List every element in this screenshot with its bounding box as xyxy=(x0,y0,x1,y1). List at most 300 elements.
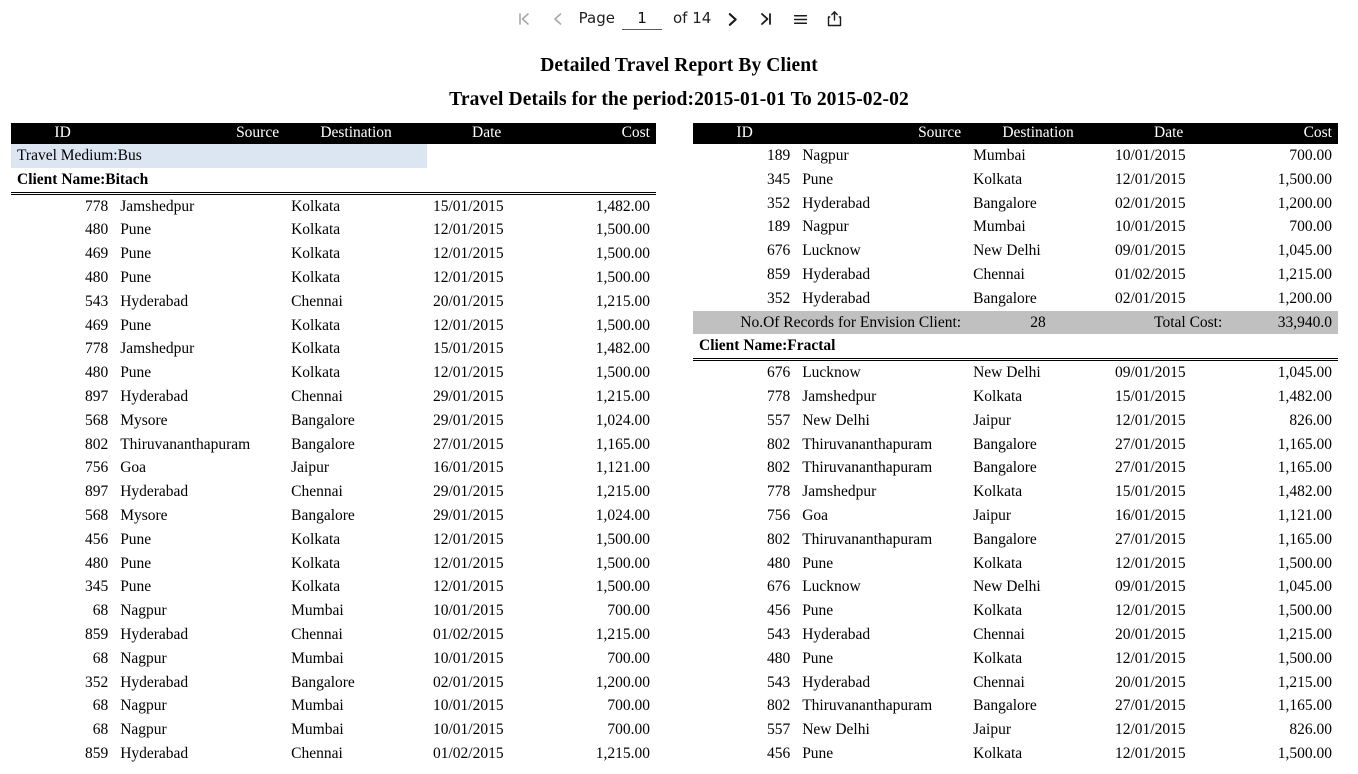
cell-destination: Kolkata xyxy=(973,744,1023,762)
cell-source: New Delhi xyxy=(802,721,870,739)
cell-id: 352 xyxy=(766,289,791,307)
table-header-row xyxy=(11,123,656,144)
cell-cost: 700.00 xyxy=(607,649,650,667)
cell-source: Hyderabad xyxy=(802,194,871,212)
table-row xyxy=(693,263,1338,287)
cell-cost: 1,215.00 xyxy=(595,292,650,310)
table-row xyxy=(693,647,1338,671)
column-header-destination: Destination xyxy=(967,123,1109,144)
cell-destination: Chennai xyxy=(291,625,343,643)
cell-source: Thiruvananthapuram xyxy=(802,459,933,477)
cell-id: 802 xyxy=(766,697,791,715)
cell-destination: Kolkata xyxy=(973,483,1023,501)
cell-date: 01/02/2015 xyxy=(433,744,504,762)
cell-destination: Kolkata xyxy=(973,602,1023,620)
cell-destination: Kolkata xyxy=(291,364,341,382)
cell-id: 568 xyxy=(84,411,109,429)
client-summary-row xyxy=(693,311,1338,335)
cell-cost: 1,024.00 xyxy=(595,411,650,429)
cell-destination: Kolkata xyxy=(973,649,1023,667)
cell-source: Hyderabad xyxy=(120,292,189,310)
table-row xyxy=(11,552,656,576)
cell-cost: 1,200.00 xyxy=(1277,194,1332,212)
page-count-label: of 14 xyxy=(673,8,712,27)
cell-destination: New Delhi xyxy=(973,242,1041,260)
cell-cost: 1,215.00 xyxy=(595,744,650,762)
banner-spacer xyxy=(427,144,546,168)
cell-id: 557 xyxy=(766,721,791,739)
cell-destination: Mumbai xyxy=(973,218,1026,236)
cell-cost: 700.00 xyxy=(1289,147,1332,164)
column-header-id: ID xyxy=(693,123,796,144)
cell-source: Pune xyxy=(120,364,152,382)
cell-destination: New Delhi xyxy=(973,578,1041,596)
cell-date: 12/01/2015 xyxy=(1115,170,1186,188)
cell-id: 543 xyxy=(84,292,109,310)
cell-destination: Chennai xyxy=(291,387,343,405)
cell-destination: Kolkata xyxy=(291,340,341,358)
first-page-icon xyxy=(516,11,532,27)
cell-source: Jamshedpur xyxy=(802,387,877,405)
first-page-button[interactable] xyxy=(507,4,541,34)
cell-destination: Bangalore xyxy=(973,530,1037,548)
cell-source: Hyderabad xyxy=(802,625,871,643)
cell-date: 29/01/2015 xyxy=(433,483,504,501)
report-subtitle: Travel Details for the period:2015-01-01 To 2015-02-02 xyxy=(449,89,909,110)
cell-date: 16/01/2015 xyxy=(1115,506,1186,524)
cell-cost: 1,045.00 xyxy=(1277,242,1332,260)
cell-source: Hyderabad xyxy=(120,673,189,691)
travel-table-left-body xyxy=(11,144,656,193)
column-header-destination: Destination xyxy=(285,123,427,144)
previous-page-button[interactable] xyxy=(541,4,575,34)
cell-cost: 1,024.00 xyxy=(595,506,650,524)
cell-cost: 1,500.00 xyxy=(595,268,650,286)
table-row xyxy=(11,504,656,528)
cell-date: 15/01/2015 xyxy=(1115,483,1186,501)
table-row xyxy=(11,361,656,385)
travel-medium-banner-row xyxy=(11,144,656,168)
cell-cost: 1,215.00 xyxy=(1277,673,1332,691)
cell-date: 10/01/2015 xyxy=(433,721,504,739)
table-row xyxy=(693,504,1338,528)
cell-cost: 1,045.00 xyxy=(1277,578,1332,596)
table-row xyxy=(11,409,656,433)
cell-destination: Kolkata xyxy=(291,530,341,548)
cell-destination: Kolkata xyxy=(291,268,341,286)
cell-id: 897 xyxy=(84,387,109,405)
cell-destination: Chennai xyxy=(291,292,343,310)
cell-destination: Bangalore xyxy=(973,697,1037,715)
cell-destination: Mumbai xyxy=(291,649,344,667)
cell-id: 859 xyxy=(766,265,791,283)
table-header-row xyxy=(693,123,1338,144)
column-header-source: Source xyxy=(114,123,285,144)
table-row xyxy=(11,314,656,338)
cell-cost: 1,165.00 xyxy=(595,435,650,453)
cell-id: 480 xyxy=(84,221,109,239)
cell-source: Mysore xyxy=(120,506,168,524)
cell-source: Pune xyxy=(120,221,152,239)
report-column-right xyxy=(693,123,1338,766)
cell-date: 09/01/2015 xyxy=(1115,364,1186,382)
cell-cost: 1,165.00 xyxy=(1277,435,1332,453)
cell-date: 12/01/2015 xyxy=(1115,721,1186,739)
cell-date: 12/01/2015 xyxy=(433,578,504,596)
cell-source: Lucknow xyxy=(802,578,861,596)
cell-cost: 1,500.00 xyxy=(1277,170,1332,188)
cell-cost: 826.00 xyxy=(1289,411,1332,429)
cell-id: 68 xyxy=(92,697,109,715)
cell-cost: 700.00 xyxy=(607,721,650,739)
cell-cost: 1,215.00 xyxy=(595,483,650,501)
cell-destination: Jaipur xyxy=(973,506,1011,524)
cell-id: 352 xyxy=(766,194,791,212)
cell-date: 29/01/2015 xyxy=(433,506,504,524)
report-body xyxy=(0,123,1358,766)
export-share-icon xyxy=(826,10,843,28)
cell-source: Lucknow xyxy=(802,364,861,382)
cell-destination: Kolkata xyxy=(291,197,341,215)
cell-id: 480 xyxy=(84,364,109,382)
cell-date: 16/01/2015 xyxy=(433,459,504,477)
cell-date: 27/01/2015 xyxy=(1115,697,1186,715)
cell-cost: 826.00 xyxy=(1289,721,1332,739)
table-row xyxy=(693,168,1338,192)
cell-source: Pune xyxy=(802,649,834,667)
cell-source: Pune xyxy=(120,268,152,286)
table-row xyxy=(11,575,656,599)
table-row xyxy=(693,287,1338,311)
cell-cost: 1,500.00 xyxy=(1277,744,1332,762)
cell-date: 27/01/2015 xyxy=(1115,530,1186,548)
table-row xyxy=(693,144,1338,168)
cell-cost: 1,200.00 xyxy=(595,673,650,691)
cell-date: 02/01/2015 xyxy=(433,673,504,691)
cell-id: 345 xyxy=(84,578,109,596)
cell-id: 859 xyxy=(84,744,109,762)
table-row xyxy=(693,742,1338,766)
cell-date: 29/01/2015 xyxy=(433,411,504,429)
cell-source: Pune xyxy=(120,554,152,572)
table-row xyxy=(693,456,1338,480)
cell-cost: 1,500.00 xyxy=(595,364,650,382)
cell-cost: 1,121.00 xyxy=(1277,506,1332,524)
summary-total-cost-label: Total Cost: xyxy=(1109,311,1228,335)
cell-source: Thiruvananthapuram xyxy=(120,435,251,453)
cell-destination: Kolkata xyxy=(973,387,1023,405)
cell-source: Nagpur xyxy=(802,147,849,164)
table-row xyxy=(11,480,656,504)
cell-source: Thiruvananthapuram xyxy=(802,530,933,548)
cell-id: 778 xyxy=(766,483,791,501)
cell-cost: 1,500.00 xyxy=(595,530,650,548)
table-row xyxy=(11,242,656,266)
cell-id: 802 xyxy=(766,435,791,453)
cell-source: Pune xyxy=(120,530,152,548)
cell-cost: 1,215.00 xyxy=(595,387,650,405)
cell-destination: Kolkata xyxy=(291,245,341,263)
cell-source: Hyderabad xyxy=(802,289,871,307)
cell-destination: Bangalore xyxy=(291,673,355,691)
table-row xyxy=(11,290,656,314)
cell-date: 10/01/2015 xyxy=(1115,147,1186,164)
cell-cost: 1,500.00 xyxy=(595,245,650,263)
cell-id: 352 xyxy=(84,673,109,691)
cell-destination: Mumbai xyxy=(291,697,344,715)
cell-source: Pune xyxy=(802,170,834,188)
cell-date: 09/01/2015 xyxy=(1115,242,1186,260)
cell-source: Pune xyxy=(120,316,152,334)
cell-date: 12/01/2015 xyxy=(1115,411,1186,429)
cell-cost: 1,482.00 xyxy=(1277,387,1332,405)
cell-source: Hyderabad xyxy=(802,265,871,283)
cell-id: 469 xyxy=(84,245,109,263)
cell-source: Lucknow xyxy=(802,242,861,260)
cell-destination: Bangalore xyxy=(291,435,355,453)
table-row xyxy=(693,409,1338,433)
cell-source: Nagpur xyxy=(120,697,167,715)
cell-id: 480 xyxy=(84,268,109,286)
next-page-button[interactable] xyxy=(715,4,749,34)
cell-id: 897 xyxy=(84,483,109,501)
cell-date: 12/01/2015 xyxy=(1115,554,1186,572)
column-header-source: Source xyxy=(796,123,967,144)
cell-date: 12/01/2015 xyxy=(433,530,504,548)
cell-id: 756 xyxy=(84,459,109,477)
cell-source: Jamshedpur xyxy=(802,483,877,501)
cell-destination: Chennai xyxy=(973,673,1025,691)
client-name-label: Client Name:Fractal xyxy=(693,334,1338,359)
cell-date: 20/01/2015 xyxy=(1115,625,1186,643)
cell-date: 02/01/2015 xyxy=(1115,194,1186,212)
travel-rows-right-bottom xyxy=(693,360,1338,766)
cell-id: 778 xyxy=(84,197,109,215)
cell-source: Jamshedpur xyxy=(120,340,195,358)
last-page-button[interactable] xyxy=(749,4,783,34)
cell-date: 10/01/2015 xyxy=(433,602,504,620)
page-number-input[interactable] xyxy=(622,9,662,30)
cell-source: Pune xyxy=(802,554,834,572)
cell-destination: Mumbai xyxy=(291,721,344,739)
cell-id: 676 xyxy=(766,242,791,260)
travel-medium-label: Travel Medium:Bus xyxy=(11,144,427,168)
cell-source: Nagpur xyxy=(120,721,167,739)
cell-destination: Chennai xyxy=(973,265,1025,283)
table-row xyxy=(11,528,656,552)
table-row xyxy=(693,528,1338,552)
next-page-icon xyxy=(724,11,741,28)
cell-source: Hyderabad xyxy=(120,744,189,762)
cell-cost: 1,165.00 xyxy=(1277,459,1332,477)
cell-cost: 1,500.00 xyxy=(595,554,650,572)
cell-id: 557 xyxy=(766,411,791,429)
table-row xyxy=(11,671,656,695)
cell-date: 27/01/2015 xyxy=(1115,459,1186,477)
cell-cost: 1,482.00 xyxy=(1277,483,1332,501)
cell-destination: Kolkata xyxy=(291,316,341,334)
cell-date: 20/01/2015 xyxy=(1115,673,1186,691)
table-row xyxy=(11,266,656,290)
cell-cost: 1,215.00 xyxy=(595,625,650,643)
menu-button[interactable] xyxy=(783,4,817,34)
cell-id: 68 xyxy=(92,602,109,620)
table-row xyxy=(11,385,656,409)
table-row xyxy=(693,671,1338,695)
cell-destination: Chennai xyxy=(973,625,1025,643)
table-row xyxy=(693,552,1338,576)
table-row xyxy=(693,623,1338,647)
column-header-date: Date xyxy=(427,123,546,144)
table-row xyxy=(11,647,656,671)
export-button[interactable] xyxy=(817,4,851,34)
table-row xyxy=(693,575,1338,599)
travel-table-left xyxy=(11,123,656,766)
cell-destination: Kolkata xyxy=(291,221,341,239)
table-row xyxy=(693,599,1338,623)
cell-destination: Bangalore xyxy=(291,411,355,429)
cell-id: 568 xyxy=(84,506,109,524)
summary-records-label: No.Of Records for Envision Client: xyxy=(693,311,967,335)
cell-destination: Chennai xyxy=(291,744,343,762)
cell-date: 12/01/2015 xyxy=(433,221,504,239)
cell-destination: Jaipur xyxy=(973,411,1011,429)
cell-id: 480 xyxy=(84,554,109,572)
cell-date: 12/01/2015 xyxy=(1115,602,1186,620)
table-row xyxy=(11,599,656,623)
table-row xyxy=(693,385,1338,409)
cell-date: 09/01/2015 xyxy=(1115,578,1186,596)
cell-source: Thiruvananthapuram xyxy=(802,697,933,715)
table-row xyxy=(693,360,1338,385)
cell-source: Mysore xyxy=(120,411,168,429)
cell-destination: Jaipur xyxy=(291,459,329,477)
cell-destination: Bangalore xyxy=(973,194,1037,212)
cell-date: 02/01/2015 xyxy=(1115,289,1186,307)
cell-id: 189 xyxy=(766,147,791,164)
cell-source: Hyderabad xyxy=(120,483,189,501)
cell-id: 802 xyxy=(766,459,791,477)
cell-destination: Kolkata xyxy=(973,554,1023,572)
pdf-viewer-toolbar xyxy=(0,0,1358,38)
cell-source: Pune xyxy=(120,578,152,596)
cell-date: 15/01/2015 xyxy=(433,197,504,215)
table-row xyxy=(11,456,656,480)
cell-source: Pune xyxy=(120,245,152,263)
cell-id: 802 xyxy=(766,530,791,548)
cell-date: 12/01/2015 xyxy=(433,245,504,263)
column-header-id: ID xyxy=(11,123,114,144)
cell-id: 778 xyxy=(766,387,791,405)
cell-cost: 700.00 xyxy=(607,602,650,620)
cell-cost: 1,165.00 xyxy=(1277,530,1332,548)
table-row xyxy=(693,239,1338,263)
table-row xyxy=(11,742,656,766)
table-row xyxy=(11,623,656,647)
table-row xyxy=(11,193,656,218)
last-page-icon xyxy=(758,11,774,27)
cell-id: 859 xyxy=(84,625,109,643)
cell-source: New Delhi xyxy=(802,411,870,429)
cell-id: 802 xyxy=(84,435,109,453)
cell-source: Pune xyxy=(802,602,834,620)
cell-date: 15/01/2015 xyxy=(433,340,504,358)
cell-id: 756 xyxy=(766,506,791,524)
cell-cost: 1,500.00 xyxy=(1277,649,1332,667)
summary-records-count: 28 xyxy=(967,311,1109,335)
cell-date: 15/01/2015 xyxy=(1115,387,1186,405)
cell-destination: Kolkata xyxy=(973,170,1023,188)
cell-destination: Mumbai xyxy=(291,602,344,620)
cell-cost: 1,500.00 xyxy=(1277,554,1332,572)
cell-id: 345 xyxy=(766,170,791,188)
cell-date: 12/01/2015 xyxy=(433,316,504,334)
cell-destination: Jaipur xyxy=(973,721,1011,739)
cell-id: 68 xyxy=(92,721,109,739)
cell-source: Goa xyxy=(120,459,147,477)
report-title: Detailed Travel Report By Client xyxy=(540,55,818,76)
cell-cost: 1,482.00 xyxy=(595,340,650,358)
cell-date: 01/02/2015 xyxy=(433,625,504,643)
cell-date: 10/01/2015 xyxy=(1115,218,1186,236)
cell-id: 189 xyxy=(766,218,791,236)
cell-source: Pune xyxy=(802,744,834,762)
cell-date: 12/01/2015 xyxy=(433,364,504,382)
cell-destination: Chennai xyxy=(291,483,343,501)
cell-destination: Bangalore xyxy=(291,506,355,524)
summary-section-right xyxy=(693,311,1338,360)
cell-source: Hyderabad xyxy=(120,625,189,643)
cell-source: Hyderabad xyxy=(120,387,189,405)
cell-cost: 1,215.00 xyxy=(1277,265,1332,283)
cell-destination: Kolkata xyxy=(291,578,341,596)
cell-id: 778 xyxy=(84,340,109,358)
table-row xyxy=(11,694,656,718)
travel-rows-left xyxy=(11,193,656,766)
cell-cost: 1,500.00 xyxy=(1277,602,1332,620)
travel-table-right xyxy=(693,123,1338,766)
table-row xyxy=(693,215,1338,239)
cell-date: 12/01/2015 xyxy=(433,268,504,286)
cell-source: Thiruvananthapuram xyxy=(802,435,933,453)
table-row xyxy=(693,694,1338,718)
cell-cost: 1,500.00 xyxy=(595,221,650,239)
cell-id: 676 xyxy=(766,364,791,382)
cell-id: 543 xyxy=(766,673,791,691)
cell-source: Nagpur xyxy=(802,218,849,236)
hamburger-menu-icon xyxy=(792,11,809,28)
table-row xyxy=(693,718,1338,742)
column-header-date: Date xyxy=(1109,123,1228,144)
cell-id: 68 xyxy=(92,649,109,667)
cell-date: 27/01/2015 xyxy=(433,435,504,453)
client-name-banner-row xyxy=(11,168,656,193)
cell-destination: Bangalore xyxy=(973,435,1037,453)
table-row xyxy=(693,192,1338,216)
cell-id: 456 xyxy=(766,744,791,762)
cell-date: 29/01/2015 xyxy=(433,387,504,405)
summary-total-cost-value: 33,940.0 xyxy=(1228,311,1338,335)
table-row xyxy=(693,433,1338,457)
cell-source: Nagpur xyxy=(120,649,167,667)
cell-date: 01/02/2015 xyxy=(1115,265,1186,283)
table-row xyxy=(11,337,656,361)
cell-cost: 1,165.00 xyxy=(1277,697,1332,715)
banner-spacer xyxy=(546,144,656,168)
table-row xyxy=(693,480,1338,504)
column-header-cost: Cost xyxy=(546,123,656,144)
cell-id: 480 xyxy=(766,554,791,572)
